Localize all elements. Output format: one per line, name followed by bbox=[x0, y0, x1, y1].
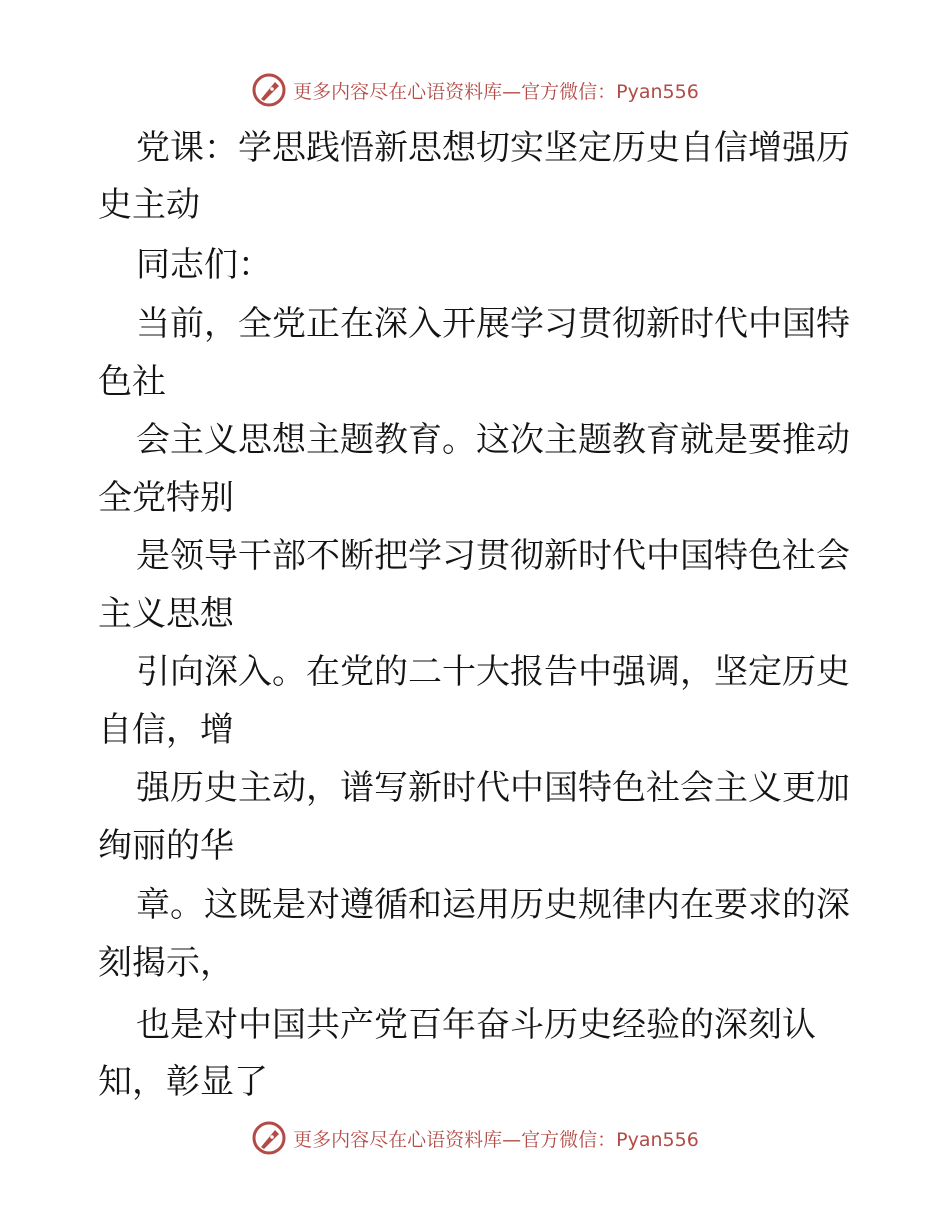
paragraph-line: 知，彰显了 bbox=[98, 1062, 268, 1102]
watermark-text: 更多内容尽在心语资料库—官方微信：Pyan556 bbox=[293, 80, 699, 103]
pen-nib-logo-icon bbox=[251, 1120, 287, 1156]
title-line-2: 史主动 bbox=[98, 185, 200, 225]
paragraph-line: 色社 bbox=[98, 362, 166, 402]
paragraph-line: 主义思想 bbox=[98, 594, 234, 634]
paragraph-line: 全党特别 bbox=[98, 478, 234, 518]
paragraph-line: 章。这既是对遵循和运用历史规律内在要求的深 bbox=[136, 885, 850, 925]
paragraph-line: 刻揭示， bbox=[98, 943, 234, 983]
paragraph-line: 引向深入。在党的二十大报告中强调，坚定历史 bbox=[136, 652, 850, 692]
paragraph-line: 会主义思想主题教育。这次主题教育就是要推动 bbox=[136, 420, 850, 460]
paragraph-line: 也是对中国共产党百年奋斗历史经验的深刻认 bbox=[136, 1005, 816, 1045]
watermark-text: 更多内容尽在心语资料库—官方微信：Pyan556 bbox=[293, 1128, 699, 1151]
paragraph-line: 绚丽的华 bbox=[98, 826, 234, 866]
paragraph-line: 自信，增 bbox=[98, 710, 234, 750]
watermark-footer bbox=[0, 1118, 950, 1158]
watermark-header bbox=[0, 70, 950, 110]
paragraph-line: 强历史主动，谱写新时代中国特色社会主义更加 bbox=[136, 768, 850, 808]
paragraph-line: 当前，全党正在深入开展学习贯彻新时代中国特 bbox=[136, 304, 850, 344]
salutation: 同志们： bbox=[136, 245, 272, 285]
title-line-1: 党课：学思践悟新思想切实坚定历史自信增强历 bbox=[136, 128, 850, 168]
paragraph-line: 是领导干部不断把学习贯彻新时代中国特色社会 bbox=[136, 536, 850, 576]
pen-nib-logo-icon bbox=[251, 72, 287, 108]
